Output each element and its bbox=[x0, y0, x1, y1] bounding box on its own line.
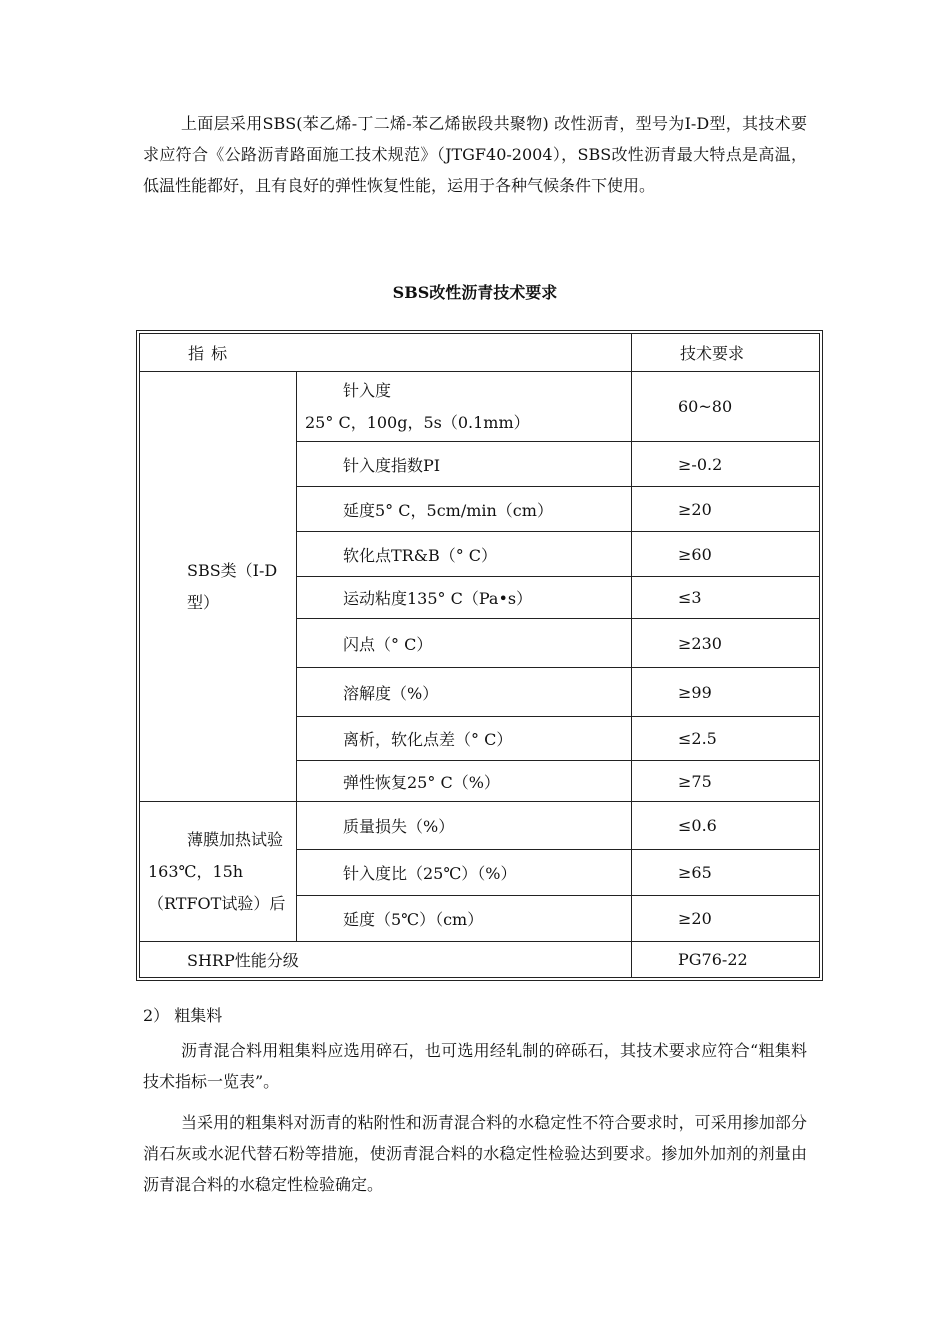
group1-label-text: SBS类（I-D型） bbox=[187, 560, 278, 612]
req-cell: ≥230 bbox=[632, 619, 820, 668]
req-cell: 60~80 bbox=[632, 372, 820, 442]
item-cell: 溶解度（%） bbox=[297, 668, 632, 717]
header-index: 指 标 bbox=[140, 334, 632, 372]
req-cell: ≥20 bbox=[632, 487, 820, 532]
item-cell: 闪点（° C） bbox=[297, 619, 632, 668]
table-row bbox=[140, 802, 820, 850]
req-cell: ≥60 bbox=[632, 532, 820, 577]
group1-label bbox=[140, 372, 297, 802]
req-cell: ≥65 bbox=[632, 850, 820, 896]
req-cell: ≤2.5 bbox=[632, 717, 820, 761]
footer-label: SHRP性能分级 bbox=[140, 942, 632, 978]
item-cell: 针入度指数PI bbox=[297, 442, 632, 487]
group2-label-line1: 薄膜加热试验 bbox=[187, 829, 284, 849]
item-cell: 软化点TR&B（° C） bbox=[297, 532, 632, 577]
table-caption: SBS改性沥青技术要求 bbox=[392, 283, 558, 302]
item-cell: 运动粘度135° C（Pa•s） bbox=[297, 577, 632, 619]
table-footer-row bbox=[140, 942, 820, 978]
item-cell bbox=[297, 372, 632, 442]
footer-requirement: PG76-22 bbox=[632, 942, 820, 978]
item-cell: 质量损失（%） bbox=[297, 802, 632, 850]
req-cell: ≤3 bbox=[632, 577, 820, 619]
item-cell: 离析，软化点差（° C） bbox=[297, 717, 632, 761]
item-cell: 延度（5℃）（cm） bbox=[297, 896, 632, 942]
item-sublabel: 25° C，100g，5s（0.1mm） bbox=[305, 412, 530, 432]
header-requirement: 技术要求 bbox=[632, 334, 820, 372]
paragraph-adhesion: 当采用的粗集料对沥青的粘附性和沥青混合料的水稳定性不符合要求时，可采用掺加部分消石灰或水泥代替石粉等措施，使沥青混合料的水稳定性检验达到要求。掺加外加剂的剂量由沥青混合料的水稳定性检验确定。 bbox=[143, 1113, 807, 1194]
spec-table bbox=[139, 333, 820, 978]
req-cell: ≥99 bbox=[632, 668, 820, 717]
group2-label-line2: 163℃，15h（RTFOT试验）后 bbox=[148, 861, 286, 913]
req-cell: ≥20 bbox=[632, 896, 820, 942]
table-row bbox=[140, 372, 820, 442]
item-label: 针入度 bbox=[343, 380, 392, 400]
section-heading: 2） 粗集料 bbox=[143, 1006, 223, 1025]
req-cell: ≤0.6 bbox=[632, 802, 820, 850]
item-cell: 针入度比（25℃）（%） bbox=[297, 850, 632, 896]
item-cell: 延度5° C，5cm/min（cm） bbox=[297, 487, 632, 532]
table-header-row bbox=[140, 334, 820, 372]
paragraph-coarse-aggregate: 沥青混合料用粗集料应选用碎石，也可选用经轧制的碎砾石，其技术要求应符合“粗集料技术指标一览表”。 bbox=[143, 1041, 807, 1091]
group2-label bbox=[140, 802, 297, 942]
intro-paragraph: 上面层采用SBS(苯乙烯-丁二烯-苯乙烯嵌段共聚物) 改性沥青，型号为I-D型，其技术要求应符合《公路沥青路面施工技术规范》（JTGF40-2004），SBS改性沥青最大特点是高温，低温性能都好，且有良好的弹性恢复性能，运用于各种气候条件下使用。 bbox=[143, 114, 807, 195]
req-cell: ≥75 bbox=[632, 761, 820, 802]
item-cell: 弹性恢复25° C（%） bbox=[297, 761, 632, 802]
req-cell: ≥-0.2 bbox=[632, 442, 820, 487]
